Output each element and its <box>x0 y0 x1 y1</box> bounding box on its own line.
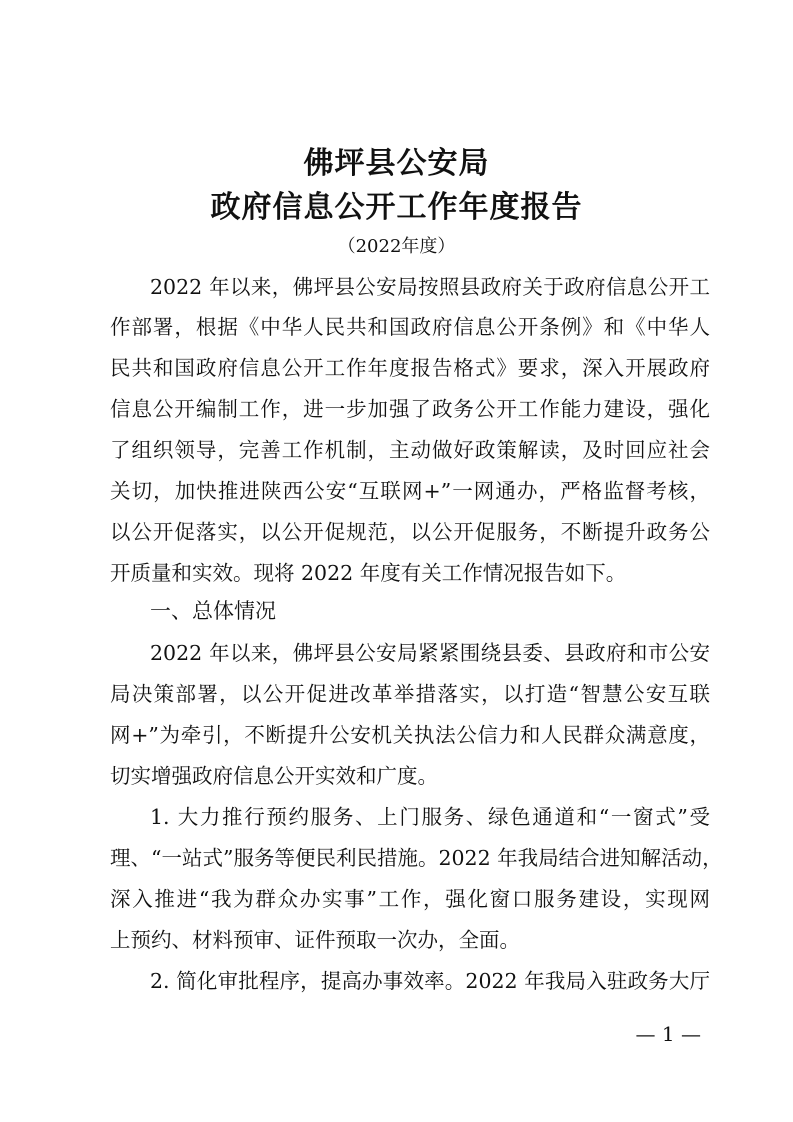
document-title-line1: 佛坪县公安局 <box>303 146 490 181</box>
section-line: 切实增强政府信息公开实效和广度。 <box>110 764 438 788</box>
section-line: 网+”为牵引，不断提升公安机关执法公信力和人民群众满意度， <box>110 723 710 747</box>
intro-line: 信息公开编制工作，进一步加强了政务公开工作能力建设，强化 <box>110 397 710 421</box>
intro-line: 以公开促落实，以公开促规范，以公开促服务，不断提升政务公 <box>110 520 710 544</box>
report-year: （2022年度） <box>337 236 456 257</box>
page-number: — 1 — <box>635 1022 701 1046</box>
section-heading: 一、总体情况 <box>150 599 276 623</box>
document-title-line2: 政府信息公开工作年度报告 <box>210 190 583 225</box>
intro-line: 民共和国政府信息公开工作年度报告格式》要求，深入开展政府 <box>110 356 710 380</box>
item-line: 深入推进“我为群众办实事”工作，强化窗口服务建设，实现网 <box>110 887 710 911</box>
section-line: 2022 年以来，佛坪县公安局紧紧围绕县委、县政府和市公安 <box>150 641 710 665</box>
intro-line: 关切，加快推进陕西公安“互联网+”一网通办，严格监督考核， <box>110 479 710 503</box>
intro-line: 作部署，根据《中华人民共和国政府信息公开条例》和《中华人 <box>110 315 710 339</box>
intro-line: 2022 年以来，佛坪县公安局按照县政府关于政府信息公开工 <box>150 275 710 299</box>
section-line: 局决策部署，以公开促进改革举措落实，以打造“智慧公安互联 <box>110 682 710 706</box>
intro-line: 了组织领导，完善工作机制，主动做好政策解读，及时回应社会 <box>110 438 710 462</box>
item-line: 2. 简化审批程序，提高办事效率。2022 年我局入驻政务大厅 <box>150 969 710 993</box>
item-line: 理、“一站式”服务等便民利民措施。2022 年我局结合进知解活动， <box>110 846 723 870</box>
intro-line: 开质量和实效。现将 2022 年度有关工作情况报告如下。 <box>110 561 627 585</box>
item-line: 1. 大力推行预约服务、上门服务、绿色通道和“一窗式”受 <box>150 805 710 829</box>
item-line: 上预约、材料预审、证件预取一次办，全面。 <box>110 928 520 952</box>
